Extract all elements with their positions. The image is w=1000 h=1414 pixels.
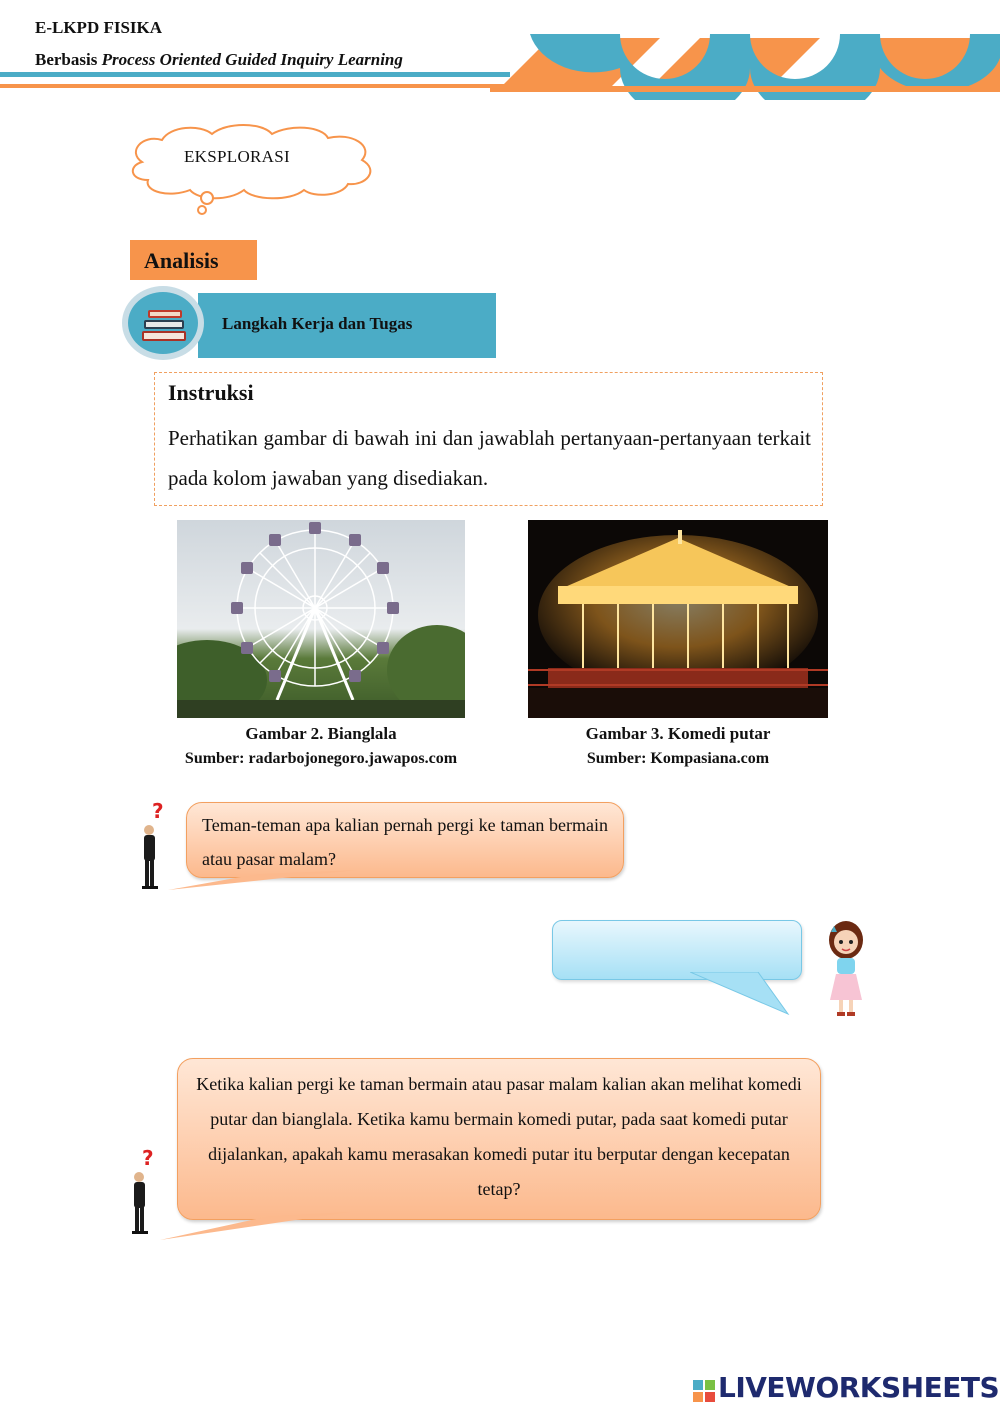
question2-text: Ketika kalian pergi ke taman bermain atau pasar malam kalian akan melihat komedi putar dan bianglala. Ketika kamu bermain komedi putar, pada saat komedi putar dijalankan, apakah kamu merasakan komedi putar itu berputar dengan kecepatan tetap? (196, 1074, 802, 1199)
answer1-field[interactable] (552, 920, 802, 980)
question1-text: Teman-teman apa kalian pernah pergi ke taman bermain atau pasar malam? (202, 815, 608, 869)
man-character-icon (124, 1145, 164, 1237)
header-wave-decoration (490, 28, 1000, 100)
question2-bubble-tail (160, 1210, 360, 1242)
answer1-bubble-tail (690, 972, 792, 1018)
analysis-heading: Analisis (130, 240, 257, 280)
figure3-source: Sumber: Kompasiana.com (586, 750, 770, 767)
header-subtitle-italic: Process Oriented Guided Inquiry Learning (101, 50, 403, 69)
carousel-photo (528, 520, 828, 718)
step-label: Langkah Kerja dan Tugas (222, 314, 413, 333)
ferris-wheel-photo (177, 520, 465, 718)
svg-text:?: ? (142, 1146, 154, 1170)
books-icon (140, 298, 192, 350)
figure2-source: Sumber: radarbojonegoro.jawapos.com (184, 750, 458, 767)
liveworksheets-brand: LIVEWORKSHEETS (718, 1371, 1000, 1404)
header-subtitle (35, 50, 403, 70)
girl-character-icon (822, 918, 870, 1018)
eksplorasi-label: EKSPLORASI (184, 147, 290, 166)
figure3-caption: Gambar 3. Komedi putar (585, 724, 771, 743)
header-subtitle-prefix: Berbasis (35, 50, 102, 69)
header-title: E-LKPD FISIKA (35, 18, 163, 37)
instruction-text: Perhatikan gambar di bawah ini dan jawablah pertanyaan-pertanyaan terkait pada kolom jawaban yang disediakan. (168, 426, 811, 490)
svg-text:?: ? (152, 800, 164, 823)
instruction-title: Instruksi (168, 380, 254, 405)
cloud-shape (122, 122, 384, 218)
figure2-caption: Gambar 2. Bianglala (245, 724, 397, 743)
